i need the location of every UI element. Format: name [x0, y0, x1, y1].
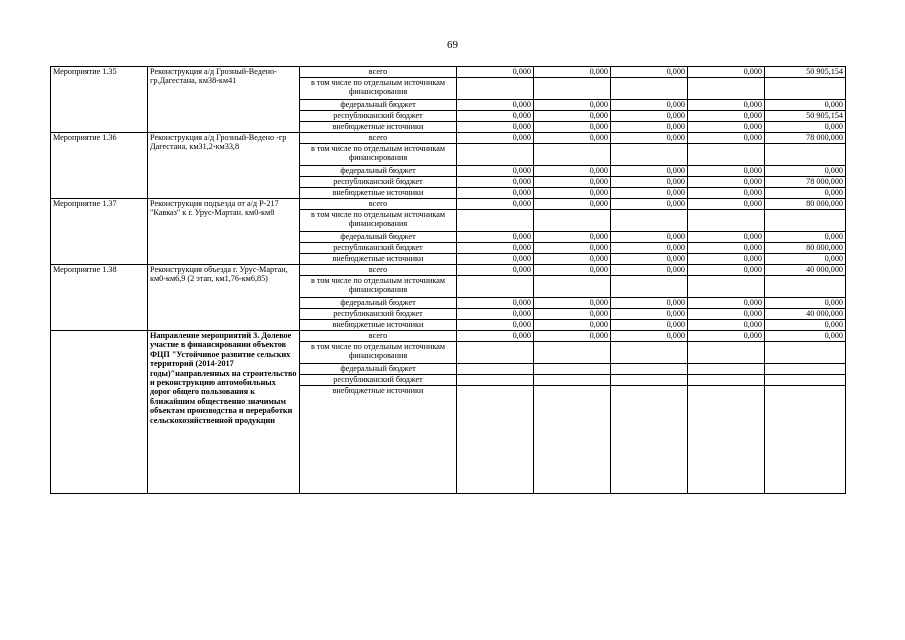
table-row — [51, 265, 846, 276]
value-cell-year-5 — [765, 210, 846, 232]
value-cell-year-2 — [534, 276, 611, 298]
table-row — [51, 199, 846, 210]
value-cell-year-3: 0,000 — [611, 122, 688, 133]
value-cell-year-3: 0,000 — [611, 111, 688, 122]
value-cell-year-4: 0,000 — [688, 166, 765, 177]
event-number-cell: Мероприятие 1.37 — [51, 199, 148, 265]
page-number: 69 — [447, 39, 458, 51]
funding-table — [50, 66, 846, 494]
value-cell-year-2: 0,000 — [534, 166, 611, 177]
value-cell-year-2: 0,000 — [534, 265, 611, 276]
value-cell-year-5: 80 000,000 — [765, 199, 846, 210]
value-cell-year-2: 0,000 — [534, 133, 611, 144]
funding-source-cell: в том числе по отдельным источникам финансирования — [300, 210, 457, 232]
value-cell-year-5 — [765, 386, 846, 494]
funding-source-cell: внебюджетные источники — [300, 254, 457, 265]
value-cell-year-2: 0,000 — [534, 309, 611, 320]
value-cell-year-1 — [457, 144, 534, 166]
value-cell-year-3 — [611, 364, 688, 375]
value-cell-year-4: 0,000 — [688, 243, 765, 254]
value-cell-year-4: 0,000 — [688, 298, 765, 309]
value-cell-year-3: 0,000 — [611, 199, 688, 210]
value-cell-year-1: 0,000 — [457, 188, 534, 199]
value-cell-year-5: 40 000,000 — [765, 265, 846, 276]
value-cell-year-5: 0,000 — [765, 320, 846, 331]
value-cell-year-2: 0,000 — [534, 111, 611, 122]
value-cell-year-5 — [765, 375, 846, 386]
funding-source-cell: федеральный бюджет — [300, 298, 457, 309]
event-name-cell: Направление мероприятий 3. Долевое участие в финансировании объектов ФЦП "Устойчивое развитие сельских территорий (2014-2017 годы)"направленных на строительство и реконструкцию автомобильных дорог общего пользования к ближайшим общественно значимым объектам производства и переработки сельскохозяйственной продукции — [148, 331, 300, 494]
value-cell-year-5 — [765, 276, 846, 298]
funding-source-cell: в том числе по отдельным источникам финансирования — [300, 276, 457, 298]
funding-source-cell: федеральный бюджет — [300, 364, 457, 375]
value-cell-year-2 — [534, 342, 611, 364]
value-cell-year-3 — [611, 342, 688, 364]
value-cell-year-3: 0,000 — [611, 188, 688, 199]
value-cell-year-4: 0,000 — [688, 309, 765, 320]
funding-source-cell: в том числе по отдельным источникам финансирования — [300, 144, 457, 166]
funding-source-cell: внебюджетные источники — [300, 386, 457, 494]
value-cell-year-4 — [688, 386, 765, 494]
value-cell-year-4: 0,000 — [688, 254, 765, 265]
value-cell-year-1 — [457, 386, 534, 494]
value-cell-year-5: 0,000 — [765, 166, 846, 177]
value-cell-year-2: 0,000 — [534, 67, 611, 78]
funding-source-cell: республиканский бюджет — [300, 111, 457, 122]
funding-source-cell: федеральный бюджет — [300, 166, 457, 177]
value-cell-year-2: 0,000 — [534, 320, 611, 331]
value-cell-year-3 — [611, 276, 688, 298]
value-cell-year-2: 0,000 — [534, 100, 611, 111]
value-cell-year-2: 0,000 — [534, 122, 611, 133]
value-cell-year-5: 50 905,154 — [765, 67, 846, 78]
event-name-cell: Реконструкция подъезда от а/д Р-217 "Кавказ" к г. Урус-Мартан. км0-км8 — [148, 199, 300, 265]
event-number-cell — [51, 331, 148, 494]
funding-source-cell: федеральный бюджет — [300, 232, 457, 243]
funding-source-cell: внебюджетные источники — [300, 320, 457, 331]
value-cell-year-1: 0,000 — [457, 67, 534, 78]
event-number-cell: Мероприятие 1.35 — [51, 67, 148, 133]
value-cell-year-4 — [688, 375, 765, 386]
value-cell-year-2: 0,000 — [534, 298, 611, 309]
value-cell-year-1: 0,000 — [457, 177, 534, 188]
value-cell-year-3: 0,000 — [611, 232, 688, 243]
value-cell-year-3 — [611, 210, 688, 232]
value-cell-year-5: 78 000,000 — [765, 177, 846, 188]
value-cell-year-1 — [457, 364, 534, 375]
value-cell-year-5: 0,000 — [765, 100, 846, 111]
value-cell-year-1: 0,000 — [457, 166, 534, 177]
value-cell-year-1: 0,000 — [457, 331, 534, 342]
funding-source-cell: всего — [300, 67, 457, 78]
value-cell-year-1: 0,000 — [457, 309, 534, 320]
value-cell-year-5: 40 000,000 — [765, 309, 846, 320]
value-cell-year-5: 80 000,000 — [765, 243, 846, 254]
funding-source-cell: всего — [300, 265, 457, 276]
value-cell-year-3: 0,000 — [611, 298, 688, 309]
value-cell-year-1 — [457, 342, 534, 364]
value-cell-year-3: 0,000 — [611, 265, 688, 276]
funding-table-body — [51, 67, 846, 494]
value-cell-year-4 — [688, 210, 765, 232]
value-cell-year-2: 0,000 — [534, 331, 611, 342]
value-cell-year-3: 0,000 — [611, 133, 688, 144]
table-row — [51, 133, 846, 144]
funding-source-cell: внебюджетные источники — [300, 188, 457, 199]
value-cell-year-4: 0,000 — [688, 133, 765, 144]
value-cell-year-1 — [457, 276, 534, 298]
value-cell-year-2 — [534, 210, 611, 232]
value-cell-year-4: 0,000 — [688, 67, 765, 78]
funding-source-cell: внебюджетные источники — [300, 122, 457, 133]
value-cell-year-1: 0,000 — [457, 111, 534, 122]
value-cell-year-1 — [457, 210, 534, 232]
funding-source-cell: всего — [300, 331, 457, 342]
value-cell-year-4 — [688, 276, 765, 298]
value-cell-year-5 — [765, 144, 846, 166]
value-cell-year-4: 0,000 — [688, 331, 765, 342]
value-cell-year-2: 0,000 — [534, 177, 611, 188]
value-cell-year-1: 0,000 — [457, 243, 534, 254]
value-cell-year-2 — [534, 386, 611, 494]
value-cell-year-3: 0,000 — [611, 309, 688, 320]
value-cell-year-1: 0,000 — [457, 232, 534, 243]
funding-source-cell: республиканский бюджет — [300, 375, 457, 386]
value-cell-year-2 — [534, 144, 611, 166]
value-cell-year-3: 0,000 — [611, 320, 688, 331]
value-cell-year-2: 0,000 — [534, 254, 611, 265]
value-cell-year-4: 0,000 — [688, 177, 765, 188]
funding-source-cell: всего — [300, 199, 457, 210]
value-cell-year-1: 0,000 — [457, 298, 534, 309]
value-cell-year-5: 78 000,000 — [765, 133, 846, 144]
value-cell-year-1: 0,000 — [457, 100, 534, 111]
value-cell-year-5 — [765, 342, 846, 364]
value-cell-year-4 — [688, 78, 765, 100]
value-cell-year-4: 0,000 — [688, 122, 765, 133]
value-cell-year-2 — [534, 78, 611, 100]
value-cell-year-4: 0,000 — [688, 320, 765, 331]
value-cell-year-4 — [688, 364, 765, 375]
funding-source-cell: республиканский бюджет — [300, 309, 457, 320]
value-cell-year-5: 0,000 — [765, 298, 846, 309]
value-cell-year-4: 0,000 — [688, 232, 765, 243]
value-cell-year-3: 0,000 — [611, 67, 688, 78]
event-name-cell: Реконструкция а/д Грозный-Ведено-гр.Дагестана, км38-км41 — [148, 67, 300, 133]
table-row — [51, 331, 846, 342]
funding-source-cell: всего — [300, 133, 457, 144]
value-cell-year-1: 0,000 — [457, 122, 534, 133]
value-cell-year-4: 0,000 — [688, 111, 765, 122]
value-cell-year-4: 0,000 — [688, 188, 765, 199]
value-cell-year-1 — [457, 78, 534, 100]
value-cell-year-3: 0,000 — [611, 331, 688, 342]
value-cell-year-3: 0,000 — [611, 254, 688, 265]
value-cell-year-1: 0,000 — [457, 265, 534, 276]
value-cell-year-3 — [611, 78, 688, 100]
value-cell-year-4 — [688, 144, 765, 166]
funding-source-cell: республиканский бюджет — [300, 243, 457, 254]
value-cell-year-5 — [765, 78, 846, 100]
value-cell-year-3: 0,000 — [611, 166, 688, 177]
value-cell-year-2: 0,000 — [534, 188, 611, 199]
value-cell-year-5: 0,000 — [765, 188, 846, 199]
value-cell-year-1 — [457, 375, 534, 386]
value-cell-year-5: 0,000 — [765, 122, 846, 133]
value-cell-year-1: 0,000 — [457, 254, 534, 265]
event-name-cell: Реконструкция объезда г. Урус-Мартан, км0-км6,9 (2 этап, км1,76-км6,85) — [148, 265, 300, 331]
value-cell-year-4: 0,000 — [688, 199, 765, 210]
event-number-cell: Мероприятие 1.36 — [51, 133, 148, 199]
value-cell-year-3 — [611, 386, 688, 494]
value-cell-year-2 — [534, 364, 611, 375]
value-cell-year-2: 0,000 — [534, 199, 611, 210]
funding-source-cell: в том числе по отдельным источникам финансирования — [300, 78, 457, 100]
value-cell-year-4: 0,000 — [688, 265, 765, 276]
value-cell-year-5: 0,000 — [765, 254, 846, 265]
value-cell-year-5 — [765, 364, 846, 375]
value-cell-year-5: 0,000 — [765, 232, 846, 243]
value-cell-year-3: 0,000 — [611, 100, 688, 111]
funding-source-cell: в том числе по отдельным источникам финансирования — [300, 342, 457, 364]
value-cell-year-5: 50 905,154 — [765, 111, 846, 122]
value-cell-year-5: 0,000 — [765, 331, 846, 342]
value-cell-year-2: 0,000 — [534, 232, 611, 243]
value-cell-year-4: 0,000 — [688, 100, 765, 111]
event-number-cell: Мероприятие 1.38 — [51, 265, 148, 331]
value-cell-year-2: 0,000 — [534, 243, 611, 254]
value-cell-year-3: 0,000 — [611, 243, 688, 254]
value-cell-year-3: 0,000 — [611, 177, 688, 188]
event-name-cell: Реконструкция а/д Грозный-Ведено -гр Дагестана, км31,2-км33,8 — [148, 133, 300, 199]
value-cell-year-1: 0,000 — [457, 199, 534, 210]
value-cell-year-1: 0,000 — [457, 133, 534, 144]
value-cell-year-1: 0,000 — [457, 320, 534, 331]
funding-source-cell: федеральный бюджет — [300, 100, 457, 111]
value-cell-year-3 — [611, 375, 688, 386]
table-row — [51, 67, 846, 78]
value-cell-year-4 — [688, 342, 765, 364]
value-cell-year-3 — [611, 144, 688, 166]
funding-source-cell: республиканский бюджет — [300, 177, 457, 188]
value-cell-year-2 — [534, 375, 611, 386]
